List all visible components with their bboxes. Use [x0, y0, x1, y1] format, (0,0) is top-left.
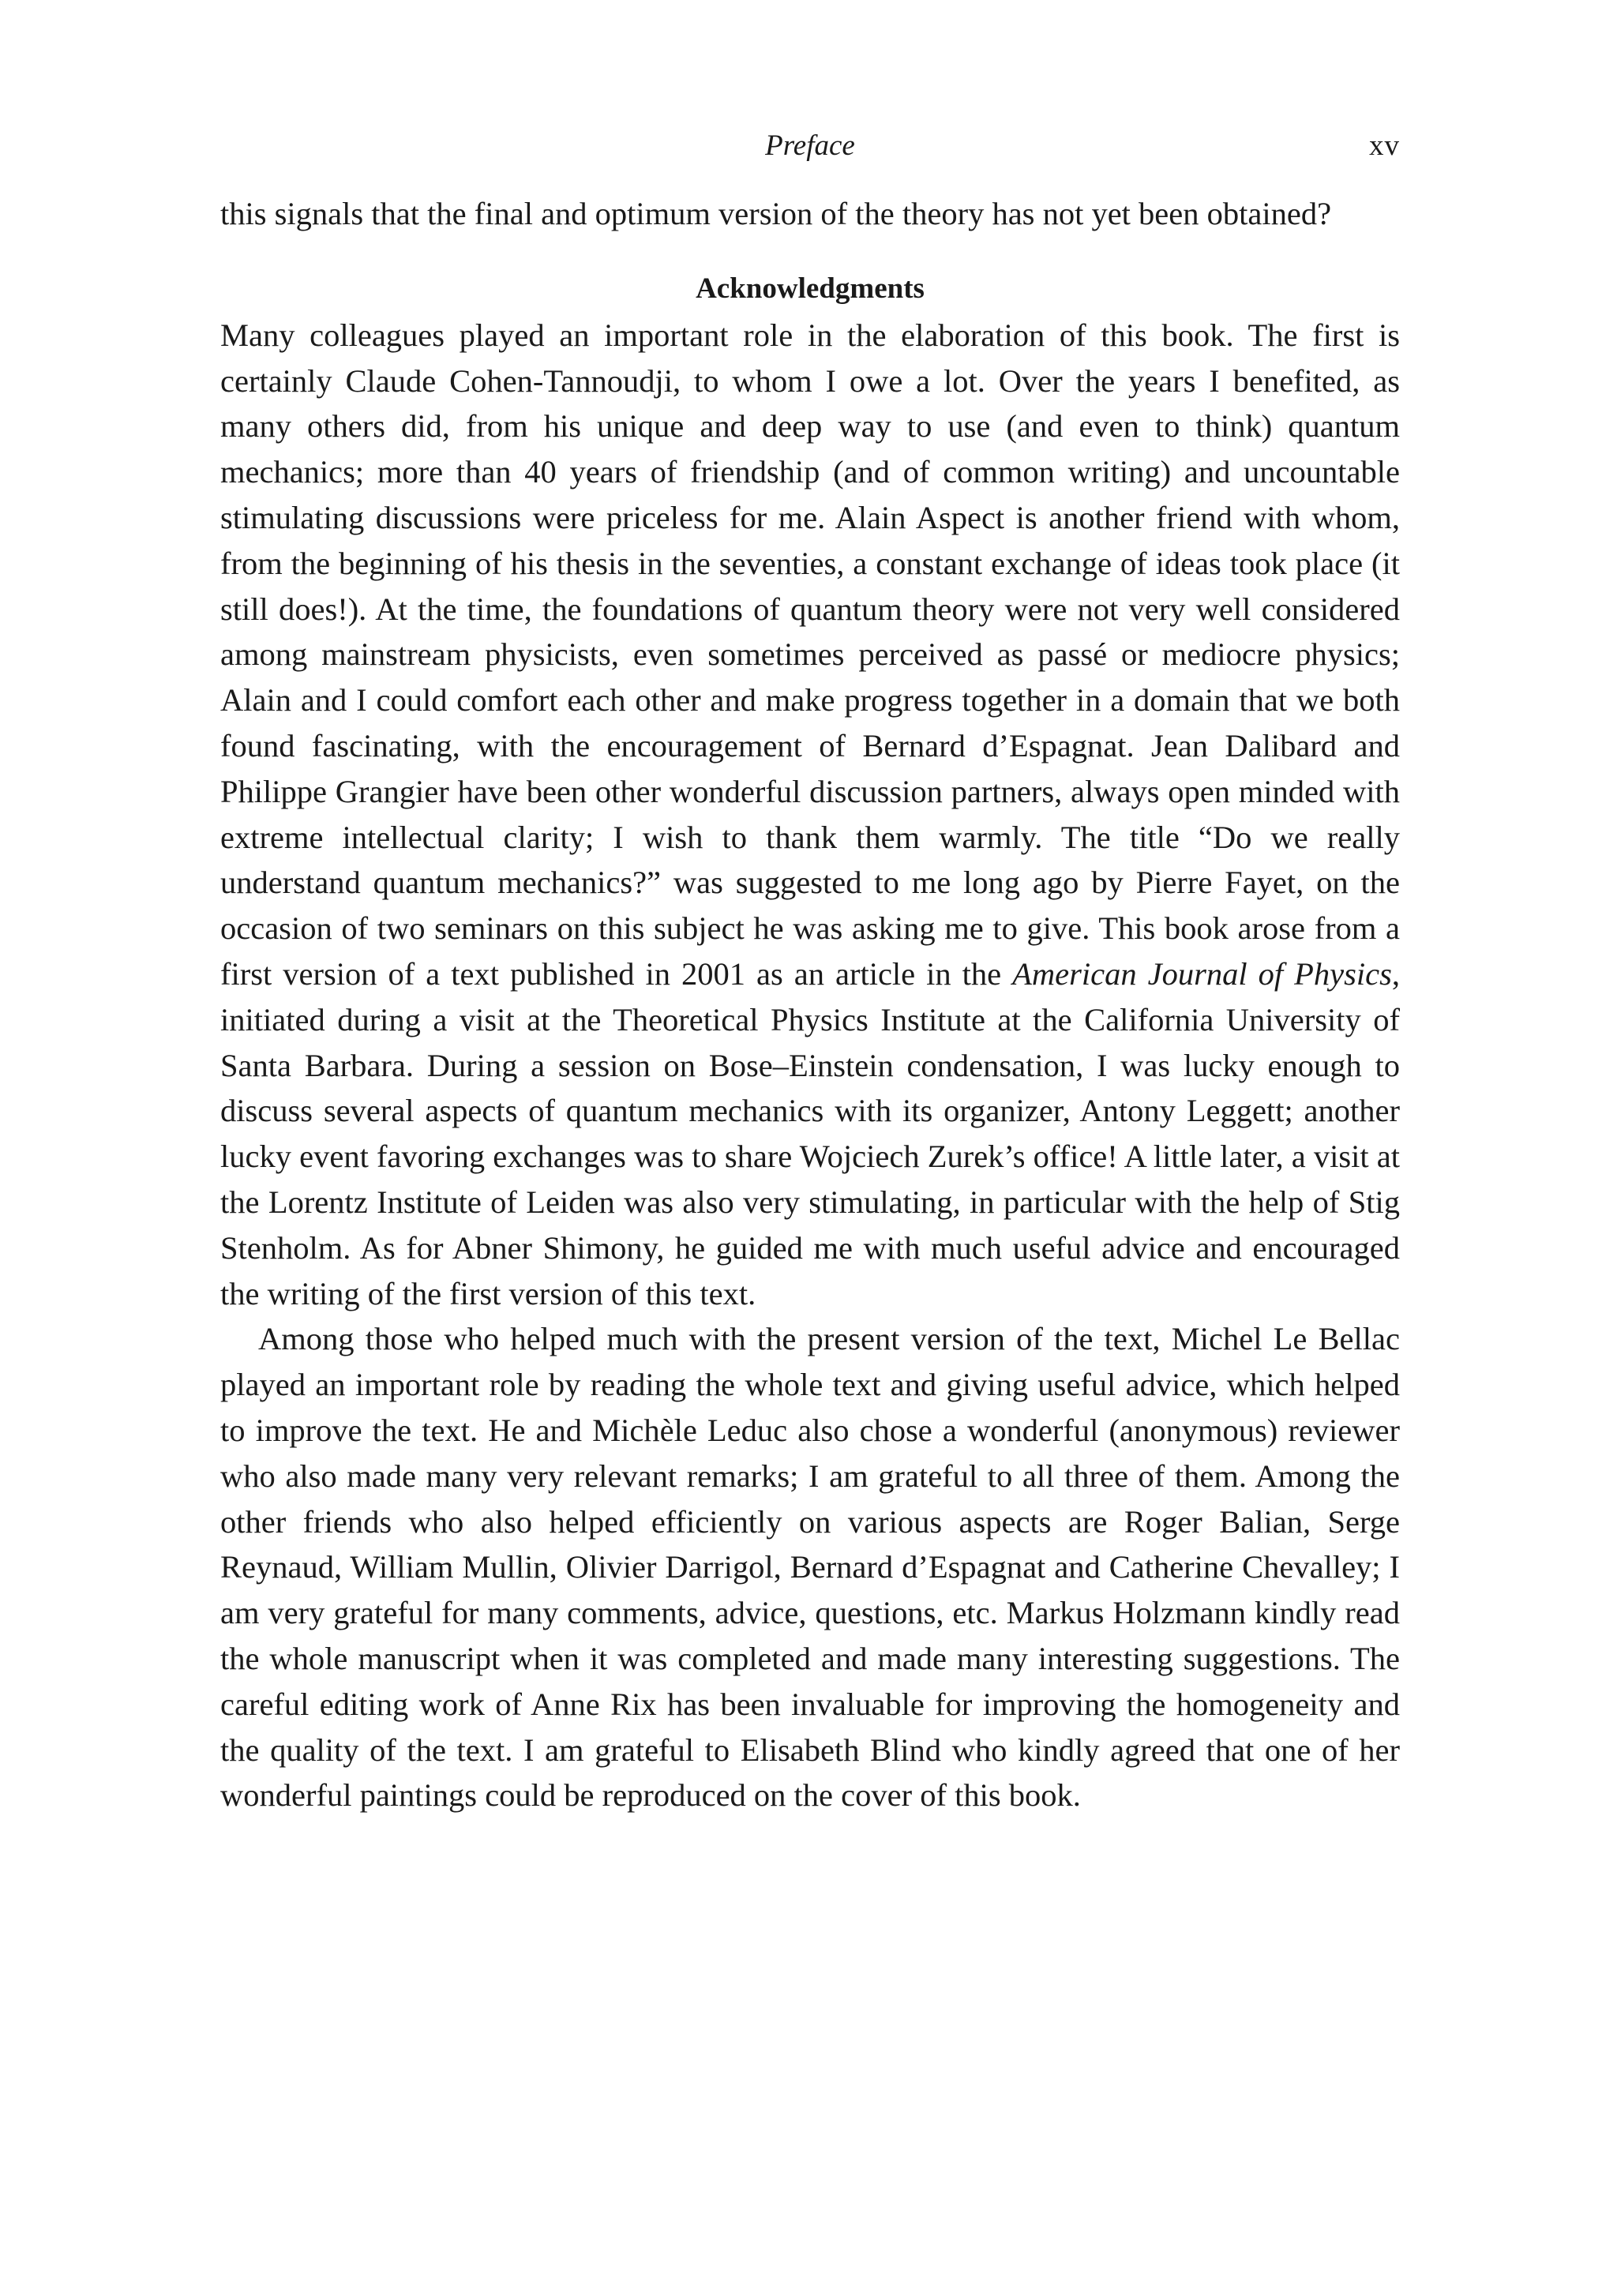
intro-paragraph: this signals that the final and optimum version of the theory has not yet been obtained? — [220, 196, 1332, 231]
page-number: xv — [1369, 129, 1400, 162]
running-head — [220, 126, 1400, 166]
paragraph-1-text-b: , initiated during a visit at the Theoretical Physics Institute at the California University of Santa Barbara. During a session on Bose–Einstein condensation, I was lucky enough to discuss several aspects of quantum mechanics with its organizer, Antony Leggett; another lucky event favoring exchanges was to share Wojciech Zurek’s office! A little later, a visit at the Lorentz Institute of Leiden was also very stimulating, in particular with the help of Stig Stenholm. As for Abner Shimony, he guided me with much useful advice and encouraged the writing of the first version of this text. — [220, 955, 1400, 1311]
section-heading-acknowledgments: Acknowledgments — [696, 272, 925, 305]
journal-title: American Journal of Physics — [1012, 955, 1392, 992]
running-title: Preface — [765, 129, 855, 162]
paragraph-1-text-a: Many colleagues played an important role in the elaboration of this book. The first is certainly Claude Cohen-Tannoudji, to whom I owe a lot. Over the years I benefited, as many others did, from his unique and deep way to use (and even to think) quantum mechanics; more than 40 years of friendship (and of common writing) and uncountable stimulating discussions were priceless for me. Alain Aspect is another friend with whom, from the beginning of his thesis in the seventies, a constant exchange of ideas took place (it still does!). At the time, the foundations of quantum theory were not very well considered among mainstream physicists, even sometimes perceived as passé or mediocre physics; Alain and I could comfort each other and make progress together in a domain that we both found fascinating, with the encouragement of Bernard d’Espagnat. Jean Dalibard and Philippe Grangier have been other wonderful discussion partners, always open minded with extreme intellectual clarity; I wish to thank them warmly. The title “Do we really understand quantum mechanics?” was suggested to me long ago by Pierre Fayet, on the occasion of two seminars on this subject he was asking me to give. This book arose from a first version of a text published in 2001 as an article in the — [220, 317, 1400, 992]
body-text — [220, 191, 1400, 1818]
acknowledgments-paragraph-1 — [220, 313, 1400, 1317]
acknowledgments-paragraph-2: Among those who helped much with the present version of the text, Michel Le Bellac played an important role by reading the whole text and giving useful advice, which helped to improve the text. He and Michèle Leduc also chose a wonderful (anonymous) reviewer who also made many very relevant remarks; I am grateful to all three of them. Among the other friends who also helped efficiently on various aspects are Roger Balian, Serge Reynaud, William Mullin, Olivier Darrigol, Bernard d’Espagnat and Catherine Chevalley; I am very grateful for many comments, advice, questions, etc. Markus Holzmann kindly read the whole manuscript when it was completed and made many interesting suggestions. The careful editing work of Anne Rix has been invaluable for improving the homogeneity and the quality of the text. I am grateful to Elisabeth Blind who kindly agreed that one of her wonderful paintings could be reproduced on the cover of this book. — [220, 1321, 1400, 1814]
